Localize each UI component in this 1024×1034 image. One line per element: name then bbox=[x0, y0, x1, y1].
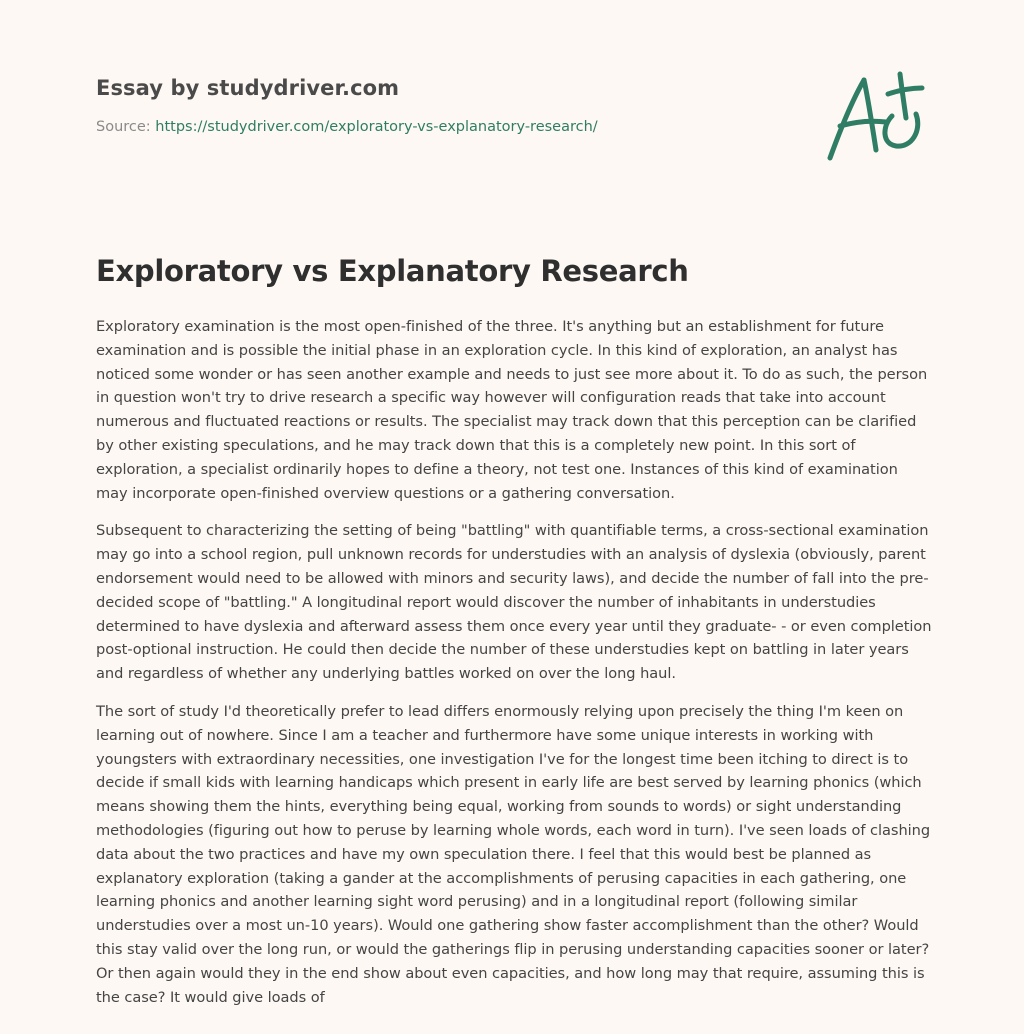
source-label: Source: bbox=[96, 119, 151, 135]
site-brand: Essay by studydriver.com bbox=[96, 76, 400, 100]
essay-header bbox=[96, 76, 936, 135]
essay-paragraph: The sort of study I'd theoretically prefer to lead differs enormously relying upon precisely the thing I'm keen on learning out of nowhere. Since I am a teacher and furthermore have some unique interests in working with youngsters with extraordinary necessities, one investigation I've for the longest time been itching to direct is to decide if small kids with learning handicaps which present in early life are best served by learning phonics (which means showing them the hints, everything being equal, working from sounds to words) or sight understanding methodologies (figuring out how to peruse by learning whole words, each word in turn). I've seen loads of clashing data about the two practices and have my own speculation there. I feel that this would best be planned as explanatory exploration (taking a gander at the accomplishments of perusing capacities in each gathering, one learning phonics and another learning sight word perusing) and in a longitudinal report (following similar understudies over a most un-10 years). Would one gathering show faster accomplishment than the other? Would this stay valid over the long run, or would the gatherings flip in perusing understanding capacities sooner or later? Or then again would they in the end show about even capacities, and how long may that require, assuming this is the case? It would give loads of bbox=[96, 702, 931, 1006]
essay-title: Exploratory vs Explanatory Research bbox=[96, 254, 689, 288]
a-plus-grade-icon bbox=[824, 68, 928, 164]
source-link[interactable]: https://studydriver.com/exploratory-vs-explanatory-research/ bbox=[155, 119, 598, 135]
essay-paragraph: Exploratory examination is the most open-finished of the three. It's anything but an establishment for future examination and is possible the initial phase in an exploration cycle. In this kind of exploration, an analyst has noticed some wonder or has seen another example and needs to just see more about it. To do as such, the person in question won't try to drive research a specific way however will configuration reads that take into account numerous and fluctuated reactions or results. The specialist may track down that this perception can be clarified by other existing speculations, and he may track down that this is a completely new point. In this sort of exploration, a specialist ordinarily hopes to define a theory, not test one. Instances of this kind of examination may incorporate open-finished overview questions or a gathering conversation. bbox=[96, 318, 928, 502]
essay-paragraph: Subsequent to characterizing the setting of being "battling" with quantifiable terms, a cross-sectional examination may go into a school region, pull unknown records for understudies with an analysis of dyslexia (obviously, parent endorsement would need to be allowed with minors and security laws), and decide the number of fall into the pre-decided scope of "battling." A longitudinal report would discover the number of inhabitants in understudies determined to have dyslexia and afterward assess them once every year until they graduate- - or even completion post-optional instruction. He could then decide the number of these understudies kept on battling in later years and regardless of whether any underlying battles worked on over the long haul. bbox=[96, 522, 932, 683]
essay-body bbox=[96, 315, 932, 1023]
source-line bbox=[96, 119, 936, 135]
